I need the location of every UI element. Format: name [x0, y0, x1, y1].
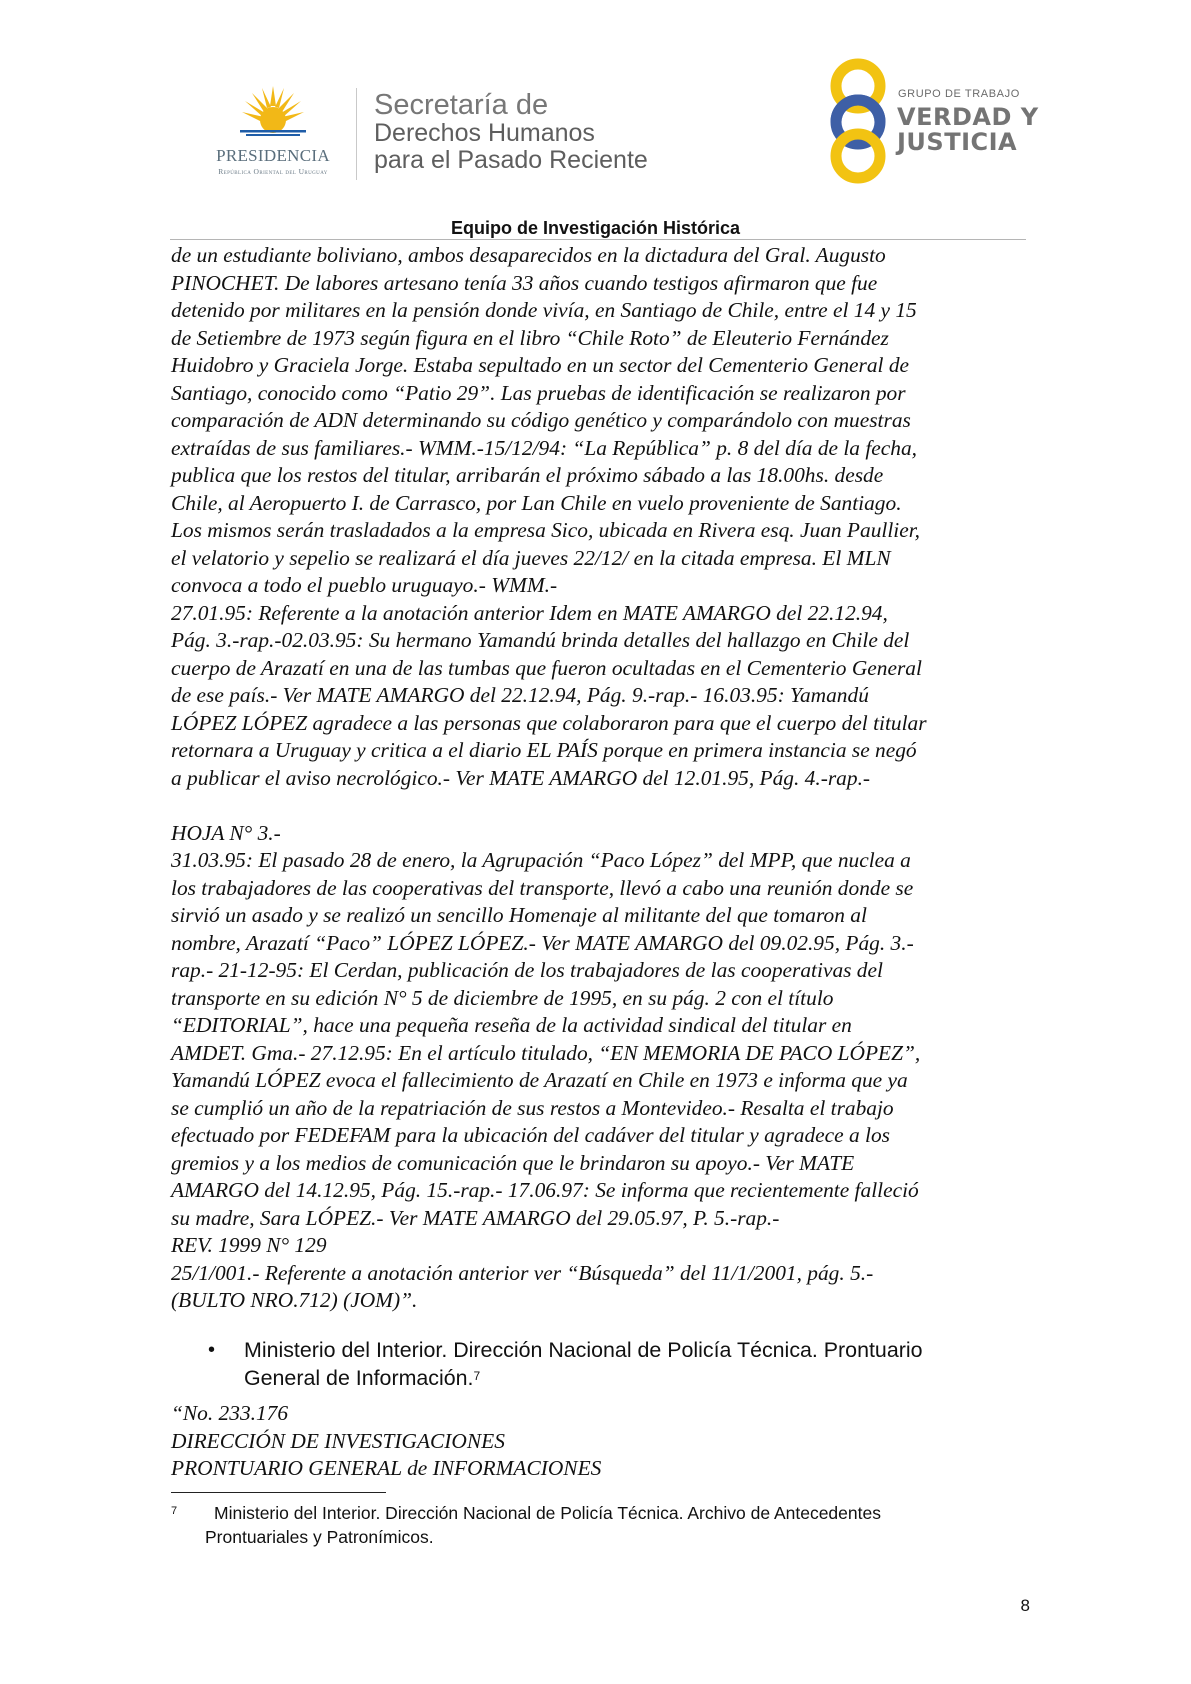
text-line: Los mismos serán trasladados a la empresa Sico, ubicada en Rivera esq. Juan Paullier,: [171, 518, 921, 542]
text-line: 25/1/001.- Referente a anotación anterior ver “Búsqueda” del 11/1/2001, pág. 5.-: [171, 1260, 874, 1285]
presidencia-name: PRESIDENCIA: [216, 146, 330, 165]
text-line: 31.03.95: El pasado 28 de enero, la Agrupación “Paco López” del MPP, que nuclea a: [171, 848, 911, 872]
text-line: de un estudiante boliviano, ambos desaparecidos en la dictadura del Gral. Augusto: [171, 243, 886, 267]
text-line: Santiago, conocido como “Patio 29”. Las pruebas de identificación se realizaron por: [171, 380, 906, 405]
secretaria-line-1: Secretaría de: [374, 89, 549, 121]
bullet-line-2: [244, 1364, 1034, 1392]
text-line: Chile, al Aeropuerto I. de Carrasco, por Lan Chile en vuelo proveniente de Santiago.: [171, 490, 902, 515]
text-line: retornara a Uruguay y critica a el diario EL PAÍS porque en primera instancia se negó: [171, 738, 917, 762]
text-line: de Setiembre de 1973 según figura en el libro “Chile Roto” de Eleuterio Fernández: [171, 325, 889, 350]
text-line: HOJA N° 3.-: [171, 820, 281, 845]
page-number: 8: [1020, 1596, 1030, 1615]
blank-line: [171, 792, 1041, 820]
text-line: gremios y a los medios de comunicación que le brindaron su apoyo.- Ver MATE: [171, 1150, 855, 1175]
header-divider: [356, 88, 357, 180]
text-line: convoca a todo el pueblo uruguayo.- WMM.-: [171, 573, 558, 597]
text-line: nombre, Arazatí “Paco” LÓPEZ LÓPEZ.- Ver MATE AMARGO del 09.02.95, Pág. 3.-: [171, 930, 914, 955]
text-line: Yamandú LÓPEZ evoca el fallecimiento de Arazatí en Chile en 1973 e informa que ya: [171, 1068, 908, 1092]
footnote: [171, 1501, 1027, 1549]
text-line: AMARGO del 14.12.95, Pág. 15.-rap.- 17.06.97: Se informa que recientemente falleció: [171, 1178, 919, 1202]
text-line: DIRECCIÓN DE INVESTIGACIONES: [171, 1428, 505, 1453]
text-line: los trabajadores de las cooperativas del transporte, llevó a cabo una reunión donde se: [171, 875, 914, 900]
footnote-line-2: Prontuariales y Patronímicos.: [205, 1527, 434, 1547]
text-line: LÓPEZ LÓPEZ agradece a las personas que colaboraron para que el cuerpo del titular: [171, 710, 927, 735]
text-line: PINOCHET. De labores artesano tenía 33 años cuando testigos afirmaron que fue: [171, 270, 878, 295]
record-heading: [171, 1400, 1041, 1483]
section-title: Equipo de Investigación Histórica: [450, 218, 741, 238]
footnote-line-1: Ministerio del Interior. Dirección Nacional de Policía Técnica. Archivo de Antecedentes: [214, 1503, 881, 1523]
presidencia-logo: [198, 84, 348, 184]
text-line: transporte en su edición N° 5 de diciembre de 1995, en su pág. 2 con el título: [171, 985, 834, 1010]
text-line: de ese país.- Ver MATE AMARGO del 22.12.94, Pág. 9.-rap.- 16.03.95: Yamandú: [171, 683, 869, 707]
text-line: rap.- 21-12-95: El Cerdan, publicación de los trabajadores de las cooperativas del: [171, 958, 883, 982]
text-line: a publicar el aviso necrológico.- Ver MATE AMARGO del 12.01.95, Pág. 4.-rap.-: [171, 765, 871, 790]
text-line: “EDITORIAL”, hace una pequeña reseña de la actividad sindical del titular en: [171, 1013, 852, 1037]
secretaria-logo-text: [374, 90, 648, 174]
text-line: Huidobro y Graciela Jorge. Estaba sepultado en un sector del Cementerio General de: [171, 353, 910, 377]
text-line: Pág. 3.-rap.-02.03.95: Su hermano Yamandú brinda detalles del hallazgo en Chile del: [171, 628, 910, 652]
text-line: el velatorio y sepelio se realizará el día jueves 22/12/ en la citada empresa. El MLN: [171, 545, 891, 570]
text-line: extraídas de sus familiares.- WMM.-15/12/94: “La República” p. 8 del día de la fecha,: [171, 435, 918, 460]
text-line: 27.01.95: Referente a la anotación anterior Idem en MATE AMARGO del 22.12.94,: [171, 600, 888, 625]
interlocked-rings-icon: [820, 56, 896, 184]
verdad-y-label: VERDAD Y: [897, 103, 1039, 131]
bullet-line-1: Ministerio del Interior. Dirección Nacional de Policía Técnica. Prontuario: [244, 1338, 923, 1362]
grupo-de-trabajo-label: GRUPO DE TRABAJO: [898, 88, 1020, 100]
text-line: AMDET. Gma.- 27.12.95: En el artículo titulado, “EN MEMORIA DE PACO LÓPEZ”,: [171, 1040, 921, 1065]
text-line: cuerpo de Arazatí en una de las tumbas que fueron ocultadas en el Cementerio General: [171, 655, 922, 680]
footnote-mark: 7: [171, 1505, 178, 1517]
bullet-text: [244, 1336, 1034, 1392]
footnote-rule: [171, 1492, 386, 1493]
text-line: su madre, Sara LÓPEZ.- Ver MATE AMARGO del 29.05.97, P. 5.-rap.-: [171, 1205, 780, 1230]
secretaria-line-2: Derechos Humanos: [374, 119, 595, 147]
text-line: sirvió un asado y se realizó un sencillo Homenaje al militante del que tomaron al: [171, 903, 867, 927]
text-line: efectuado por FEDEFAM para la ubicación del cadáver del titular y agradece a los: [171, 1123, 891, 1147]
text-line: se cumplió un año de la repatriación de sus restos a Montevideo.- Resalta el trabajo: [171, 1095, 894, 1120]
text-line: REV. 1999 N° 129: [171, 1233, 327, 1257]
secretaria-line-3: para el Pasado Reciente: [374, 146, 648, 174]
bullet-line-2-text: General de Información.: [244, 1366, 474, 1390]
sun-emblem-icon: [240, 84, 306, 144]
text-line: comparación de ADN determinando su código genético y comparándolo con muestras: [171, 408, 911, 432]
text-line: PRONTUARIO GENERAL de INFORMACIONES: [171, 1456, 602, 1480]
bullet-dot-icon: •: [208, 1339, 216, 1361]
text-line: publica que los restos del titular, arribarán el próximo sábado a las 18.00hs. desde: [171, 463, 884, 487]
text-line: “No. 233.176: [171, 1401, 289, 1425]
text-line: detenido por militares en la pensión donde vivía, en Santiago de Chile, entre el 14 y 15: [171, 298, 917, 322]
presidencia-subtitle: República Oriental del Uruguay: [218, 167, 328, 176]
body-text: [171, 242, 1041, 1315]
header-rule: [170, 239, 1026, 240]
verdad-justicia-logo: [820, 56, 1040, 184]
text-line: (BULTO NRO.712) (JOM)”.: [171, 1288, 418, 1312]
justicia-label: JUSTICIA: [897, 128, 1018, 156]
footnote-reference[interactable]: 7: [473, 1369, 481, 1383]
